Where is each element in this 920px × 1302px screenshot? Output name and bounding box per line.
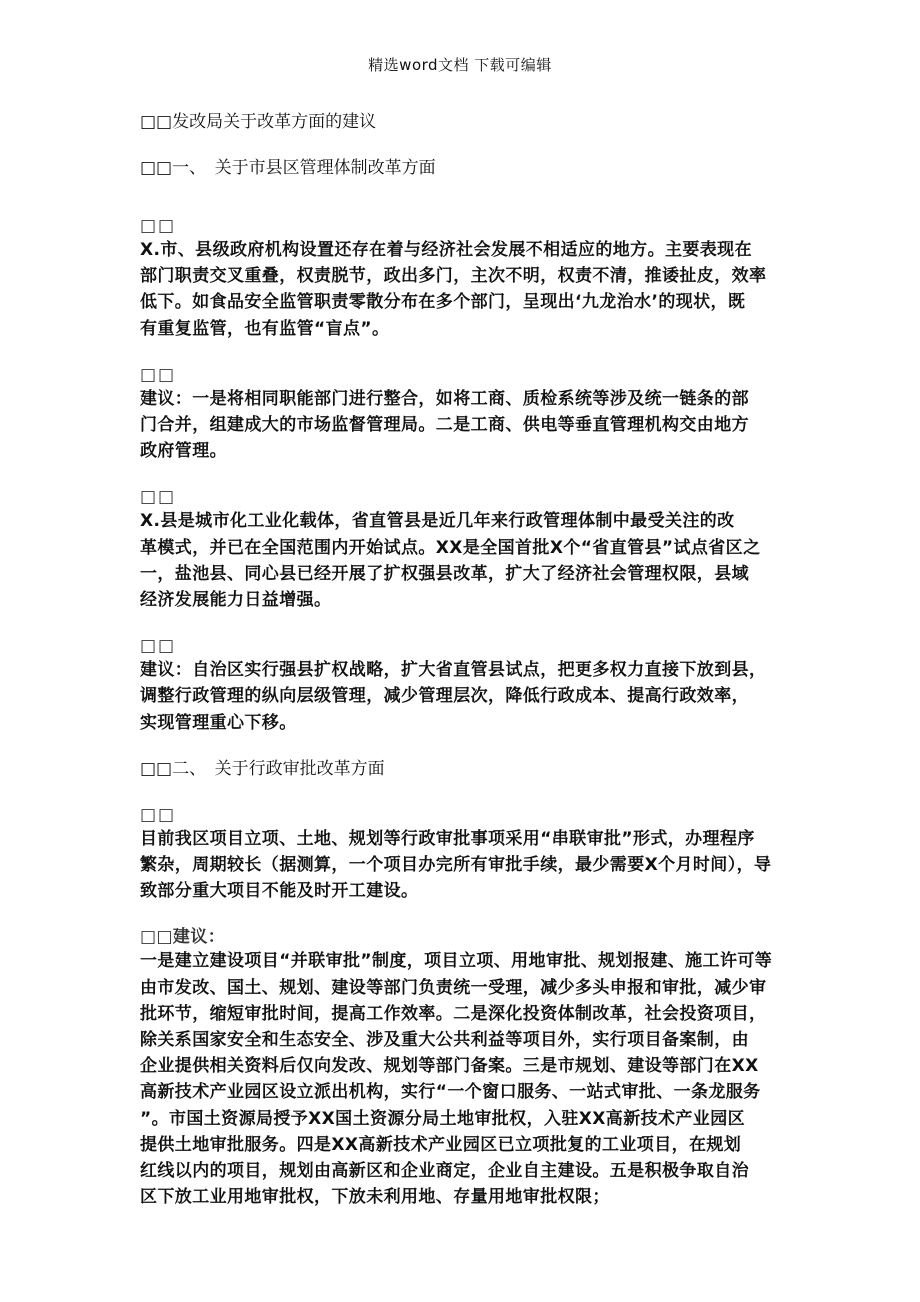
paragraph-2 bbox=[140, 386, 782, 465]
paragraph-line: 企业提供相关资料后仅向发改、规划等部门备案。三是市规划、建设等部门在XX bbox=[140, 1056, 759, 1077]
paragraph-line: 实现管理重心下移。 bbox=[140, 712, 297, 733]
paragraph-line: 政府管理。 bbox=[140, 441, 227, 462]
paragraph-line: X.县是城市化工业化载体，省直管县是近几年来行政管理体制中最受关注的改 bbox=[140, 511, 735, 532]
suggestion-label: □□建议： bbox=[140, 927, 226, 948]
paragraph-line: 经济发展能力日益增强。 bbox=[140, 590, 332, 611]
paragraph-marker: □□ bbox=[140, 216, 177, 236]
paragraph-line: ”。市国土资源局授予XX国土资源分局土地审批权，入驻XX高新技术产业园区 bbox=[140, 1108, 745, 1129]
page-header: 精选word文档 下载可编辑 bbox=[368, 56, 552, 74]
paragraph-marker: □□ bbox=[140, 636, 177, 657]
paragraph-5 bbox=[140, 826, 782, 905]
paragraph-line: 提供土地审批服务。四是XX高新技术产业园区已立项批复的工业项目，在规划 bbox=[140, 1134, 742, 1155]
paragraph-marker: □□ bbox=[140, 487, 177, 508]
paragraph-line: X.市、县级政府机构设置还存在着与经济社会发展不相适应的地方。主要表现在 bbox=[140, 240, 752, 260]
section-2-heading: □□二、 关于行政审批改革方面 bbox=[140, 758, 385, 779]
paragraph-line: 目前我区项目立项、土地、规划等行政审批事项采用“串联审批”形式，办理程序 bbox=[140, 828, 755, 849]
paragraph-line: 革模式，并已在全国范围内开始试点。XX是全国首批X个“省直管县”试点省区之 bbox=[140, 537, 761, 558]
paragraph-line: 调整行政管理的纵向层级管理，减少管理层次，降低行政成本、提高行政效率， bbox=[140, 686, 749, 707]
paragraph-line: 除关系国家安全和生态安全、涉及重大公共利益等项目外，实行项目备案制，由 bbox=[140, 1030, 749, 1051]
paragraph-line: 一是建立建设项目“并联审批”制度，项目立项、用地审批、规划报建、施工许可等 bbox=[140, 951, 773, 972]
paragraph-line: 有重复监管，也有监管“盲点”。 bbox=[140, 318, 390, 339]
paragraph-line: 红线以内的项目，规划由高新区和企业商定，企业自主建设。五是积极争取自治 bbox=[140, 1161, 749, 1182]
paragraph-line: 区下放工业用地审批权，下放未利用地、存量用地审批权限； bbox=[140, 1187, 610, 1208]
paragraph-line: 低下。如食品安全监管职责零散分布在多个部门，呈现出‘九龙治水’的现状，既 bbox=[140, 292, 746, 313]
paragraph-line: 建议：一是将相同职能部门进行整合，如将工商、质检系统等涉及统一链条的部 bbox=[140, 388, 749, 409]
paragraph-line: 一，盐池县、同心县已经开展了扩权强县改革，扩大了经济社会管理权限，县域 bbox=[140, 563, 749, 584]
paragraph-line: 致部分重大项目不能及时开工建设。 bbox=[140, 881, 419, 902]
paragraph-line: 由市发改、国土、规划、建设等部门负责统一受理，减少多头申报和审批，减少审 bbox=[140, 977, 767, 998]
paragraph-3 bbox=[140, 508, 782, 613]
document-title: □□发改局关于改革方面的建议 bbox=[140, 112, 377, 132]
paragraph-4 bbox=[140, 657, 782, 736]
section-1-heading: □□一、 关于市县区管理体制改革方面 bbox=[140, 158, 436, 178]
document-body bbox=[140, 111, 782, 1210]
paragraph-line: 批环节，缩短审批时间，提高工作效率。二是深化投资体制改革，社会投资项目， bbox=[140, 1003, 767, 1024]
paragraph-line: 建议：自治区实行强县扩权战略，扩大省直管县试点，把更多权力直接下放到县， bbox=[140, 660, 767, 681]
paragraph-1 bbox=[140, 237, 782, 342]
paragraph-line: 门合并，组建成大的市场监督管理局。二是工商、供电等垂直管理机构交由地方 bbox=[140, 415, 749, 436]
paragraph-marker: □□ bbox=[140, 364, 177, 385]
paragraph-line: 部门职责交叉重叠，权责脱节，政出多门，主次不明，权责不清，推诿扯皮，效率 bbox=[140, 266, 767, 287]
paragraph-line: 繁杂，周期较长（据测算，一个项目办完所有审批手续，最少需要X个月时间），导 bbox=[140, 855, 772, 876]
paragraph-6 bbox=[140, 948, 782, 1210]
paragraph-marker: □□ bbox=[140, 804, 177, 825]
paragraph-line: 高新技术产业园区设立派出机构，实行“一个窗口服务、一站式审批、一条龙服务 bbox=[140, 1082, 761, 1103]
